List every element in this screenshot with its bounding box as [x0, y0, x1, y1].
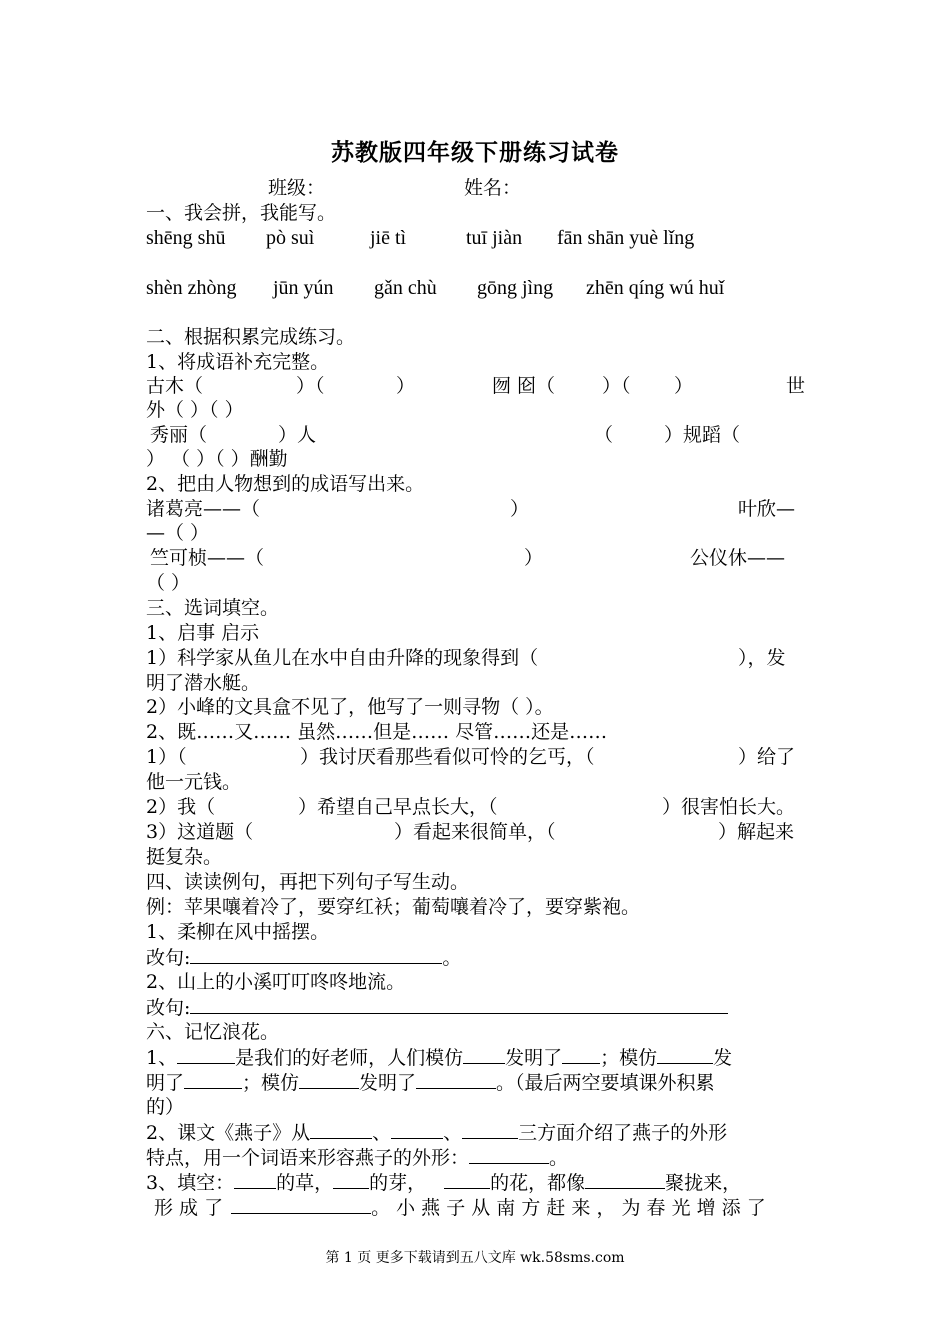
text-seg: ；模仿 [242, 1072, 300, 1094]
text-seg: 秀丽（ [150, 424, 208, 446]
answer-blank[interactable] [469, 1145, 549, 1164]
text-seg: （ [594, 424, 614, 446]
text-seg: ）我讨厌看那些看似可怜的乞丐，（ [300, 746, 595, 768]
pinyin-item: jiē tì [370, 227, 407, 249]
text-seg: 古木（ [146, 375, 204, 397]
answer-blank[interactable] [177, 1045, 235, 1064]
answer-blank[interactable] [585, 1170, 665, 1189]
text-seg: 1）科学家从鱼儿在水中自由升降的现象得到（ [146, 647, 539, 669]
text-seg: 诸葛亮——（ [146, 498, 261, 520]
idiom-line-2: 外（ ）（ ） [146, 399, 244, 421]
answer-blank[interactable] [190, 945, 442, 964]
text-seg: 发 [713, 1047, 733, 1069]
section-3-heading: 三、选词填空。 [146, 597, 280, 619]
question-4-1: 1、柔柳在风中摇摆。 [146, 921, 330, 943]
text-seg: ）看起来很简单，（ [394, 821, 556, 843]
word-group-2: 2、既……又…… 虽然……但是…… 尽管……还是…… [146, 721, 608, 743]
pinyin-item: tuī jiàn [466, 227, 523, 249]
answer-blank[interactable] [416, 1070, 496, 1089]
answer-blank[interactable] [391, 1120, 443, 1139]
pinyin-item: pò suì [266, 227, 315, 249]
text-seg: 1、 [146, 1047, 178, 1069]
pinyin-item: gǎn chù [374, 277, 437, 299]
text-seg: ）很害怕长大。 [662, 796, 796, 818]
fill-line: 挺复杂。 [146, 846, 223, 868]
text-seg: 发明了 [505, 1047, 563, 1069]
text-seg: ） [674, 375, 694, 397]
text-seg: ） [524, 547, 544, 569]
class-label: 班级： [268, 177, 326, 199]
fill-line: 2）小峰的文具盒不见了，他写了一则寻物（ ）。 [146, 696, 554, 718]
question-2-2: 2、把由人物想到的成语写出来。 [146, 473, 425, 495]
answer-blank[interactable] [657, 1045, 713, 1064]
text-seg: ） [510, 498, 530, 520]
text-seg: 囫 囵（ [492, 375, 556, 397]
text-seg: 的芽， [369, 1172, 427, 1194]
text-seg: 1）（ [146, 746, 187, 768]
answer-blank[interactable] [190, 995, 728, 1014]
text-seg: 竺可桢——（ [150, 547, 265, 569]
text-seg: 叶欣— [738, 498, 796, 520]
text-seg: ）解起来 [718, 821, 795, 843]
text-seg: 2）我（ [146, 796, 216, 818]
name-label: 姓名： [464, 177, 522, 199]
person-line-2: —（ ） [146, 522, 210, 544]
text-seg: ；模仿 [600, 1047, 658, 1069]
text-seg: 3）这道题（ [146, 821, 254, 843]
text-seg: 是我们的好老师，人们模仿 [235, 1047, 464, 1069]
text-seg: ）给了 [738, 746, 796, 768]
pinyin-item: shèn zhòng [146, 277, 237, 299]
text-seg: 形 成 了 [154, 1197, 224, 1219]
word-group-1: 1、启事 启示 [146, 622, 260, 644]
answer-blank[interactable] [333, 1170, 369, 1189]
fill-line: 明了潜水艇。 [146, 672, 261, 694]
text-seg: 2、课文《燕子》从 [146, 1122, 311, 1144]
text-seg: ）规蹈（ [664, 424, 741, 446]
text-seg: 明了 [146, 1072, 185, 1094]
section-1-heading: 一、我会拼，我能写。 [146, 202, 337, 224]
pinyin-item: fān shān yuè lǐng [557, 227, 695, 249]
section-6-heading: 六、记忆浪花。 [146, 1021, 280, 1043]
answer-blank[interactable] [184, 1070, 242, 1089]
period: 。 [442, 947, 462, 969]
answer-blank[interactable] [444, 1170, 490, 1189]
person-line-4: （ ） [146, 572, 191, 594]
answer-blank[interactable] [299, 1070, 359, 1089]
answer-blank[interactable] [310, 1120, 372, 1139]
text-seg: ）（ [602, 375, 631, 397]
text-seg: 的草， [276, 1172, 334, 1194]
text-seg: ）人 [278, 424, 317, 446]
rewrite-line-2 [146, 995, 810, 1020]
answer-blank[interactable] [562, 1045, 600, 1064]
text-seg: ） [396, 375, 416, 397]
question-2-1: 1、将成语补充完整。 [146, 351, 330, 373]
memory-q2-line1 [146, 1120, 810, 1145]
text-seg: 聚拢来， [665, 1172, 742, 1194]
text-seg: ）（ [296, 375, 325, 397]
text-seg: 。（最后两空要填课外积累 [496, 1072, 715, 1094]
pinyin-item: shēng shū [146, 227, 226, 249]
text-seg: 公仪休—— [690, 547, 786, 569]
pinyin-item: zhēn qíng wú huǐ [586, 277, 725, 299]
answer-blank[interactable] [231, 1195, 371, 1214]
memory-q1-line1 [146, 1045, 810, 1070]
text-seg: 世 [786, 375, 806, 397]
text-seg: ）希望自己早点长大，（ [298, 796, 498, 818]
memory-q3-line2 [146, 1195, 810, 1220]
answer-blank[interactable] [463, 1045, 505, 1064]
pinyin-item: jūn yún [273, 277, 334, 299]
question-4-2: 2、山上的小溪叮叮咚咚地流。 [146, 971, 406, 993]
memory-q3-line1 [146, 1170, 810, 1195]
memory-q1-line2 [146, 1070, 810, 1095]
rewrite-line-1 [146, 945, 810, 970]
example-sentence: 例：苹果嚷着冷了，要穿红袄；葡萄嚷着冷了，要穿紫袍。 [146, 896, 641, 918]
text-seg: 发明了 [359, 1072, 417, 1094]
rewrite-label: 改句: [146, 997, 191, 1019]
text-seg: 特点，用一个词语来形容燕子的外形： [146, 1147, 470, 1169]
page-footer: 第 1 页 更多下载请到五八文库 wk.58sms.com [325, 1250, 625, 1266]
text-seg: 。 小 燕 子 从 南 方 赶 来 ， 为 春 光 增 添 了 [371, 1197, 766, 1219]
rewrite-label: 改句: [146, 947, 191, 969]
pinyin-item: gōng jìng [477, 277, 554, 299]
section-4-heading: 四、读读例句，再把下列句子写生动。 [146, 871, 470, 893]
page-title: 苏教版四年级下册练习试卷 [331, 139, 619, 166]
text-seg: 3、填空： [146, 1172, 235, 1194]
memory-q1-line3: 的） [146, 1096, 185, 1118]
answer-blank[interactable] [234, 1170, 276, 1189]
text-seg: 三方面介绍了燕子的外形 [518, 1122, 728, 1144]
memory-q2-line2 [146, 1145, 810, 1170]
text-seg: 、 [443, 1122, 463, 1144]
text-seg: ），发 [738, 647, 786, 669]
answer-blank[interactable] [462, 1120, 518, 1139]
text-seg: 、 [372, 1122, 392, 1144]
fill-line: 他一元钱。 [146, 771, 242, 793]
idiom-line-4: ） （ ）（ ）酬勤 [146, 448, 288, 470]
section-2-heading: 二、根据积累完成练习。 [146, 326, 356, 348]
text-seg: 的花，都像 [490, 1172, 586, 1194]
text-seg: 。 [549, 1147, 569, 1169]
